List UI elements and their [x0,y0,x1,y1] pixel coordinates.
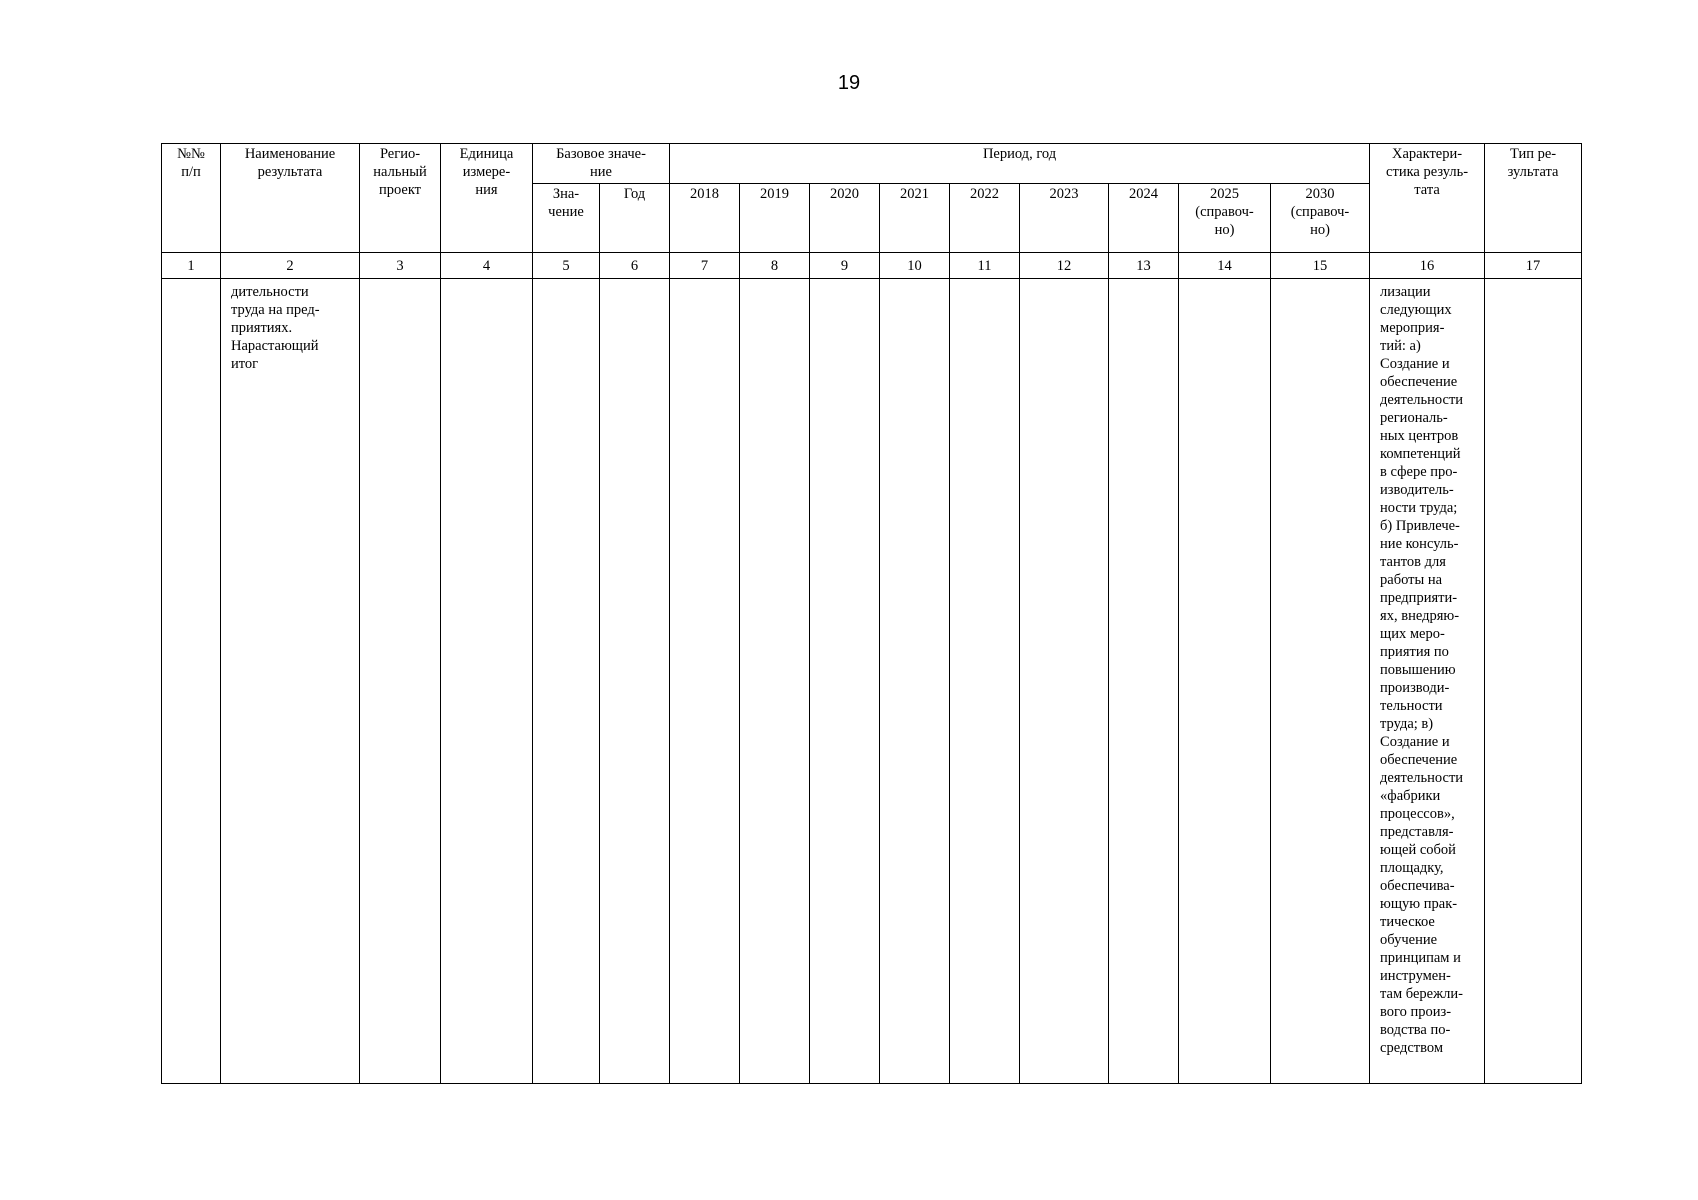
column-number: 14 [1179,253,1271,279]
cell-2018 [670,279,740,1084]
cell-2023 [1020,279,1109,1084]
header-unit: Единица измере- ния [441,144,533,253]
cell-2022 [950,279,1020,1084]
cell-2025 [1179,279,1271,1084]
column-number: 16 [1370,253,1485,279]
cell-base-value [533,279,600,1084]
column-number: 3 [360,253,441,279]
column-number: 13 [1109,253,1179,279]
column-number: 8 [740,253,810,279]
column-number: 9 [810,253,880,279]
cell-base-year [600,279,670,1084]
column-number: 15 [1271,253,1370,279]
cell-result-type [1485,279,1582,1084]
column-number: 2 [221,253,360,279]
header-year-2024: 2024 [1109,184,1179,253]
cell-2021 [880,279,950,1084]
results-table [161,143,1582,1084]
column-number: 5 [533,253,600,279]
cell-2030 [1271,279,1370,1084]
column-number: 1 [162,253,221,279]
column-number: 12 [1020,253,1109,279]
cell-2019 [740,279,810,1084]
header-year-2021: 2021 [880,184,950,253]
header-year-2020: 2020 [810,184,880,253]
header-year-2022: 2022 [950,184,1020,253]
header-year-2030: 2030 (справоч- но) [1271,184,1370,253]
header-base-value-value: Зна- чение [533,184,600,253]
cell-2020 [810,279,880,1084]
cell-result-name: дительности труда на пред- приятиях. Нарастающий итог [221,279,360,1084]
header-regional-project: Регио- нальный проект [360,144,441,253]
page-number: 19 [837,72,861,94]
cell-number [162,279,221,1084]
column-number: 17 [1485,253,1582,279]
header-period: Период, год [670,144,1370,184]
header-year-2025: 2025 (справоч- но) [1179,184,1271,253]
header-year-2023: 2023 [1020,184,1109,253]
cell-characteristic: лизации следующих мероприя- тий: а) Создание и обеспечение деятельности региональ- ных центров компетенций в сфере про- изводитель- ности труда; б) Привлече- ние консуль- тантов для работы на предприяти- ях, внедряю- щих меро- приятия по повышению производи- тельности труда; в) Создание и обеспечение деятельности «фабрики процессов», представля- ющей собой площадку, обеспечива- ющую прак- тическое обучение принципам и инструмен- там бережли- вого произ- водства по- средством [1370,279,1485,1084]
cell-unit [441,279,533,1084]
header-base-value: Базовое значе- ние [533,144,670,184]
cell-2024 [1109,279,1179,1084]
column-number: 10 [880,253,950,279]
column-number: 11 [950,253,1020,279]
column-number: 7 [670,253,740,279]
header-characteristic: Характери- стика резуль- тата [1370,144,1485,253]
header-base-value-year: Год [600,184,670,253]
header-result-name: Наименование результата [221,144,360,253]
header-year-2018: 2018 [670,184,740,253]
header-result-type: Тип ре- зультата [1485,144,1582,253]
column-number: 4 [441,253,533,279]
header-number: №№ п/п [162,144,221,253]
cell-regional-project [360,279,441,1084]
header-year-2019: 2019 [740,184,810,253]
column-number: 6 [600,253,670,279]
